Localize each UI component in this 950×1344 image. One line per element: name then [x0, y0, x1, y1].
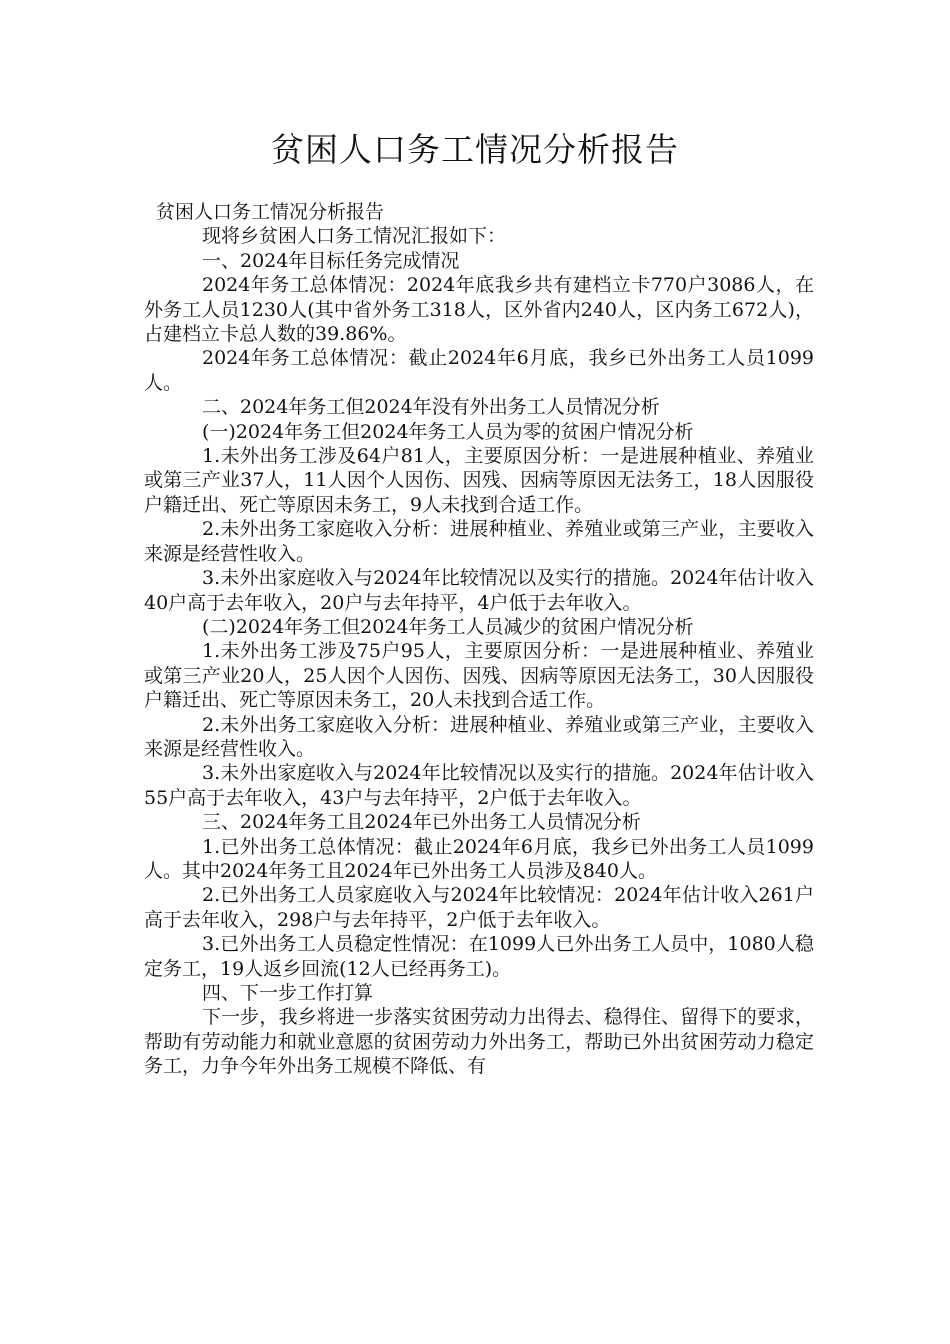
paragraph-subtitle: 贫困人口务工情况分析报告 — [156, 201, 385, 223]
paragraph: 1.未外出务工涉及75户95人，主要原因分析：一是进展种植业、养殖业或第三产业20人，25人因个人因伤、因残、因病等原因无法务工，30人因服役户籍迁出、死亡等原因未务工，20人未找到合适工作。 — [144, 640, 814, 712]
paragraph: 3.未外出家庭收入与2024年比较情况以及实行的措施。2024年估计收入55户高于去年收入，43户与去年持平，2户低于去年收入。 — [144, 762, 814, 809]
document-body — [144, 200, 814, 1079]
paragraph: 下一步，我乡将进一步落实贫困劳动力出得去、稳得住、留得下的要求，帮助有劳动能力和就业意愿的贫困劳动力外出务工，帮助已外出贫困劳动力稳定务工，力争今年外出务工规模不降低、有 — [144, 1006, 814, 1078]
subsection-heading-2-1: (一)2024年务工但2024年务工人员为零的贫困户情况分析 — [202, 420, 694, 443]
paragraph-intro: 现将乡贫困人口务工情况汇报如下： — [202, 225, 507, 248]
paragraph: 2024年务工总体情况：2024年底我乡共有建档立卡770户3086人，在外务工人员1230人(其中省外务工318人，区外省内240人，区内务工672人)，占建档立卡总人数的39.86%。 — [144, 274, 814, 346]
paragraph: 2024年务工总体情况：截止2024年6月底，我乡已外出务工人员1099人。 — [144, 347, 814, 394]
section-heading-2: 二、2024年务工但2024年没有外出务工人员情况分析 — [202, 396, 660, 419]
subsection-heading-2-2: (二)2024年务工但2024年务工人员减少的贫困户情况分析 — [202, 615, 694, 638]
section-heading-4: 四、下一步工作打算 — [202, 982, 374, 1004]
paragraph: 1.已外出务工总体情况：截止2024年6月底，我乡已外出务工人员1099人。其中2024年务工且2024年已外出务工人员涉及840人。 — [144, 835, 814, 882]
section-heading-1: 一、2024年目标任务完成情况 — [202, 249, 460, 272]
paragraph: 2.未外出务工家庭收入分析：进展种植业、养殖业或第三产业，主要收入来源是经营性收入。 — [144, 518, 814, 565]
paragraph: 1.未外出务工涉及64户81人，主要原因分析：一是进展种植业、养殖业或第三产业37人，11人因个人因伤、因残、因病等原因无法务工，18人因服役户籍迁出、死亡等原因未务工，9人未找到合适工作。 — [144, 445, 814, 516]
paragraph: 2.已外出务工人员家庭收入与2024年比较情况：2024年估计收入261户高于去年收入，298户与去年持平，2户低于去年收入。 — [144, 884, 814, 931]
paragraph: 3.已外出务工人员稳定性情况：在1099人已外出务工人员中，1080人稳定务工，19人返乡回流(12人已经再务工)。 — [144, 933, 814, 980]
paragraph: 3.未外出家庭收入与2024年比较情况以及实行的措施。2024年估计收入40户高于去年收入，20户与去年持平，4户低于去年收入。 — [144, 567, 814, 614]
paragraph: 2.未外出务工家庭收入分析：进展种植业、养殖业或第三产业，主要收入来源是经营性收入。 — [144, 713, 814, 760]
document-title: 贫困人口务工情况分析报告 — [271, 130, 679, 169]
section-heading-3: 三、2024年务工且2024年已外出务工人员情况分析 — [202, 811, 641, 834]
